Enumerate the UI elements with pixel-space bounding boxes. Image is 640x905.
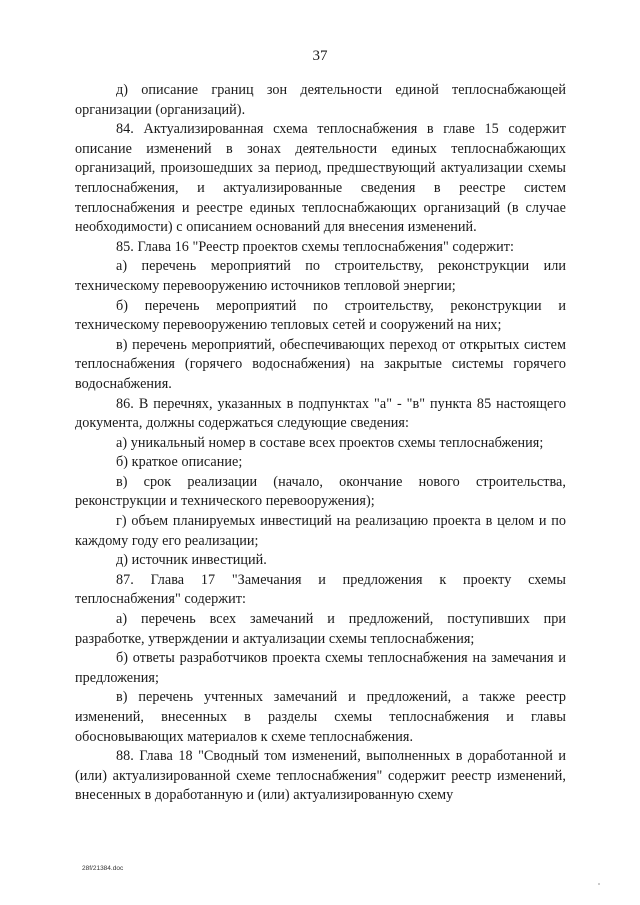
paragraph-86: 86. В перечнях, указанных в подпунктах "а" - "в" пункта 85 настоящего документа, должны содержаться следующие сведения: (75, 395, 566, 432)
paragraph-d-zone-borders: д) описание границ зон деятельности единой теплоснабжающей организации (организаций). (75, 82, 566, 118)
paragraph-85-a: а) перечень мероприятий по строительству, реконструкции или техническому перевооружению источников тепловой энергии; (75, 258, 566, 294)
paragraph-88: 88. Глава 18 "Сводный том изменений, выполненных в доработанной и (или) актуализированной схеме теплоснабжения" содержит реестр изменений, внесенных в доработанную и (или) актуализированную схему (75, 748, 566, 804)
paragraph-86-g: г) объем планируемых инвестиций на реализацию проекта в целом и по каждому году его реализации; (75, 513, 566, 549)
paragraph-86-d: д) источник инвестиций. (116, 552, 267, 569)
paragraph-86-a: а) уникальный номер в составе всех проектов схемы теплоснабжения; (116, 434, 544, 451)
document-footer: 28f/21384.doc (82, 865, 124, 872)
paragraph-85-v: в) перечень мероприятий, обеспечивающих переход от открытых систем теплоснабжения (горячего водоснабжения) на закрытые системы горячего водоснабжения. (75, 336, 566, 392)
scan-speck (598, 883, 600, 885)
page-number: 37 (312, 48, 328, 64)
paragraph-87-a: а) перечень всех замечаний и предложений, поступивших при разработке, утверждении и актуализации схемы теплоснабжения; (75, 611, 566, 647)
paragraph-87: 87. Глава 17 "Замечания и предложения к проекту схемы теплоснабжения" содержит: (75, 571, 566, 608)
paragraph-85-b: б) перечень мероприятий по строительству, реконструкции и техническому перевооружению тепловых сетей и сооружений на них; (75, 297, 566, 334)
paragraph-87-v: в) перечень учтенных замечаний и предложений, а также реестр изменений, внесенных в разделы схемы теплоснабжения и главы обосновывающих материалов к схеме теплоснабжения. (75, 689, 566, 745)
paragraph-86-b: б) краткое описание; (116, 454, 243, 471)
paragraph-85: 85. Глава 16 "Реестр проектов схемы теплоснабжения" содержит: (116, 238, 514, 255)
paragraph-87-b: б) ответы разработчиков проекта схемы теплоснабжения на замечания и предложения; (75, 650, 566, 686)
paragraph-84: 84. Актуализированная схема теплоснабжения в главе 15 содержит описание изменений в зонах деятельности единых теплоснабжающих организаций, произошедших за период, предшествующий актуализации схемы теплоснабжения, и актуализированные сведения в реестре систем теплоснабжения и реестре единых теплоснабжающих организаций (в случае необходимости) с описанием оснований для внесения изменений. (75, 121, 566, 236)
paragraph-86-v: в) срок реализации (начало, окончание нового строительства, реконструкции и технического перевооружения); (75, 473, 566, 510)
document-body (75, 81, 566, 806)
